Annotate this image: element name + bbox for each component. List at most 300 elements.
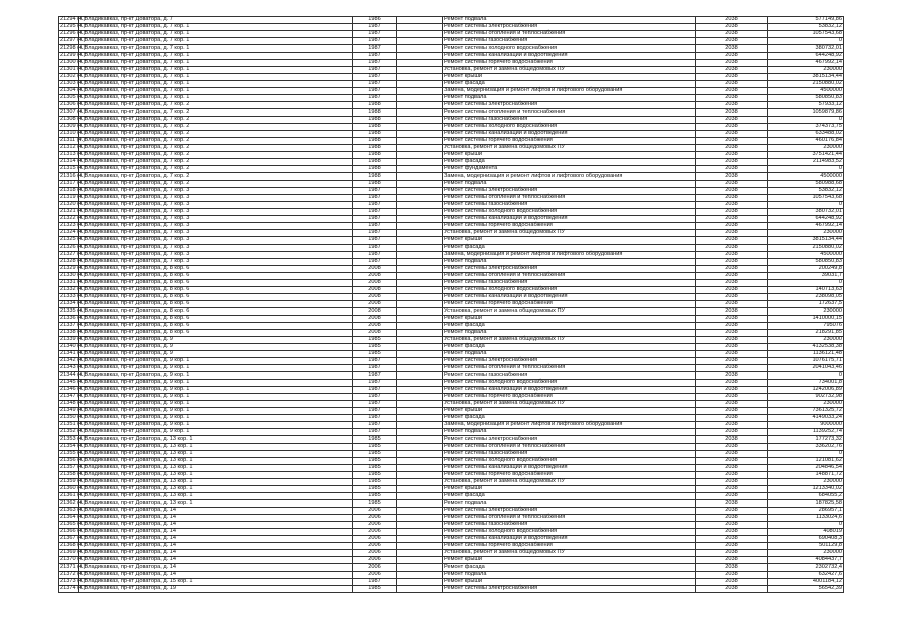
- build-year-cell: 2006: [353, 514, 397, 521]
- planned-year-cell: 2038: [696, 543, 768, 550]
- work-type-cell: Ремонт фасада: [443, 415, 696, 422]
- cost-cell: 0: [768, 450, 844, 457]
- build-year-cell: 1988: [353, 152, 397, 159]
- planned-year-cell: 2038: [696, 372, 768, 379]
- cost-cell: 336202,76: [768, 443, 844, 450]
- cost-cell: 0: [768, 201, 844, 208]
- planned-year-cell: 2038: [696, 472, 768, 479]
- empty-cell: [397, 543, 443, 550]
- work-type-cell: Ремонт системы электроснабжения: [443, 102, 696, 109]
- table-row: [59, 564, 844, 571]
- work-type-cell: Ремонт фасада: [443, 564, 696, 571]
- address-cell: г. Владикавказ, пр-кт Доватора, д. 13 кор. 1: [79, 500, 353, 507]
- row-id-cell: 21369 (4.): [60, 549, 86, 556]
- address-cell: г. Владикавказ, пр-кт Доватора, д. 8 кор. 6: [79, 301, 353, 308]
- empty-cell: [397, 344, 443, 351]
- address-cell: г. Владикавказ, пр-кт Доватора, д. 7 кор. 1: [79, 24, 353, 31]
- empty-cell: [397, 52, 443, 59]
- address-cell: г. Владикавказ, пр-кт Доватора, д. 7 кор. 3: [79, 244, 353, 251]
- build-year-cell: 2006: [353, 550, 397, 557]
- empty-cell: [397, 272, 443, 279]
- row-id-cell: 21299 (4.): [60, 51, 86, 58]
- empty-cell: [397, 223, 443, 230]
- work-type-cell: Замена, модернизация и ремонт лифтов и лифтового оборудования: [443, 88, 696, 95]
- address-cell: г. Владикавказ, пр-кт Доватора, д. 7 кор. 1: [79, 80, 353, 87]
- planned-year-cell: 2038: [696, 102, 768, 109]
- empty-cell: [397, 301, 443, 308]
- build-year-cell: 1987: [353, 52, 397, 59]
- planned-year-cell: 2038: [696, 116, 768, 123]
- planned-year-cell: 2038: [696, 280, 768, 287]
- planned-year-cell: 2038: [696, 45, 768, 52]
- work-type-cell: Ремонт системы канализации и водоотведения: [443, 130, 696, 137]
- build-year-cell: 1988: [353, 173, 397, 180]
- row-id-cell: 21329 (4.): [60, 264, 86, 271]
- empty-cell: [397, 230, 443, 237]
- table-row: [59, 372, 844, 379]
- empty-cell: [397, 24, 443, 31]
- address-cell: г. Владикавказ, пр-кт Доватора, д. 13 кор. 1: [79, 450, 353, 457]
- table-row: [59, 166, 844, 173]
- cost-cell: 633488,02: [768, 130, 844, 137]
- empty-cell: [397, 479, 443, 486]
- cost-cell: 2114983,52: [768, 159, 844, 166]
- build-year-cell: 1987: [353, 38, 397, 45]
- row-id-cell: 21312 (4.): [60, 144, 86, 151]
- address-cell: г. Владикавказ, пр-кт Доватора, д. 9 кор. 1: [79, 393, 353, 400]
- address-cell: г. Владикавказ, пр-кт Доватора, д. 7 кор. 2: [79, 173, 353, 180]
- empty-cell: [397, 386, 443, 393]
- address-cell: г. Владикавказ, пр-кт Доватора, д. 7 кор. 3: [79, 251, 353, 258]
- planned-year-cell: 2038: [696, 351, 768, 358]
- address-cell: г. Владикавказ, пр-кт Доватора, д. 7 кор. 2: [79, 137, 353, 144]
- planned-year-cell: 2038: [696, 31, 768, 38]
- empty-cell: [397, 102, 443, 109]
- address-cell: г. Владикавказ, пр-кт Доватора, д. 14: [79, 557, 353, 564]
- address-cell: г. Владикавказ, пр-кт Доватора, д. 14: [79, 507, 353, 514]
- row-id-cell: 21320 (4.): [60, 200, 86, 207]
- empty-cell: [397, 244, 443, 251]
- row-id-cell: 21298 (4.): [60, 44, 86, 51]
- address-cell: г. Владикавказ, пр-кт Доватора, д. 13 кор. 1: [79, 486, 353, 493]
- cost-cell: 460176,84: [768, 137, 844, 144]
- cost-cell: 53832,12: [768, 24, 844, 31]
- work-type-cell: Ремонт фасада: [443, 344, 696, 351]
- address-cell: г. Владикавказ, пр-кт Доватора, д. 8 кор. 6: [79, 315, 353, 322]
- planned-year-cell: 2038: [696, 187, 768, 194]
- table-body: [59, 17, 844, 593]
- build-year-cell: 2008: [353, 280, 397, 287]
- empty-cell: [397, 294, 443, 301]
- address-cell: г. Владикавказ, пр-кт Доватора, д. 9 кор. 1: [79, 379, 353, 386]
- planned-year-cell: 2038: [696, 287, 768, 294]
- row-id-cell: 21341 (4.): [60, 350, 86, 357]
- work-type-cell: Ремонт системы холодного водоснабжения: [443, 123, 696, 130]
- address-cell: г. Владикавказ, пр-кт Доватора, д. 7 кор. 3: [79, 194, 353, 201]
- row-id-cell: 21350 (4.): [60, 414, 86, 421]
- planned-year-cell: 2038: [696, 408, 768, 415]
- planned-year-cell: 2038: [696, 358, 768, 365]
- build-year-cell: 1987: [353, 187, 397, 194]
- empty-cell: [397, 436, 443, 443]
- row-id-cell: 21313 (4.): [60, 151, 86, 158]
- address-cell: г. Владикавказ, пр-кт Доватора, д. 7 кор. 2: [79, 144, 353, 151]
- cost-cell: 467992,14: [768, 59, 844, 66]
- empty-cell: [397, 166, 443, 173]
- planned-year-cell: 2038: [696, 393, 768, 400]
- empty-cell: [397, 351, 443, 358]
- row-id-cell: 21368 (4.): [60, 542, 86, 549]
- build-year-cell: 2006: [353, 543, 397, 550]
- build-year-cell: 1988: [353, 144, 397, 151]
- work-type-cell: Ремонт системы горячего водоснабжения: [443, 393, 696, 400]
- empty-cell: [397, 379, 443, 386]
- cost-cell: 230000: [768, 479, 844, 486]
- work-type-cell: Ремонт крыши: [443, 557, 696, 564]
- work-type-cell: Установка, ремонт и замена общедомовых ПУ: [443, 400, 696, 407]
- table-row: [59, 436, 844, 443]
- cost-cell: 172637,5: [768, 301, 844, 308]
- planned-year-cell: 2038: [696, 223, 768, 230]
- planned-year-cell: 2038: [696, 152, 768, 159]
- row-id-cell: 21295 (4.): [60, 23, 86, 30]
- work-type-cell: Ремонт системы холодного водоснабжения: [443, 208, 696, 215]
- table-row: [59, 585, 844, 592]
- row-id-cell: 21306 (4.): [60, 101, 86, 108]
- planned-year-cell: 2038: [696, 265, 768, 272]
- row-id-cell: 21314 (4.): [60, 158, 86, 165]
- empty-cell: [397, 393, 443, 400]
- planned-year-cell: 2038: [696, 73, 768, 80]
- work-type-cell: Ремонт системы электроснабжения: [443, 585, 696, 592]
- planned-year-cell: 2038: [696, 379, 768, 386]
- planned-year-cell: 2038: [696, 457, 768, 464]
- planned-year-cell: 2038: [696, 130, 768, 137]
- empty-cell: [397, 17, 443, 24]
- table-row: [59, 45, 844, 52]
- address-cell: г. Владикавказ, пр-кт Доватора, д. 9 кор. 1: [79, 400, 353, 407]
- build-year-cell: 1987: [353, 223, 397, 230]
- cost-cell: 230000: [768, 230, 844, 237]
- address-cell: г. Владикавказ, пр-кт Доватора, д. 9 кор. 1: [79, 365, 353, 372]
- build-year-cell: 1987: [353, 372, 397, 379]
- row-id-cell: 21304 (4.): [60, 87, 86, 94]
- work-type-cell: Ремонт фасада: [443, 80, 696, 87]
- table-row: [59, 493, 844, 500]
- planned-year-cell: 2038: [696, 436, 768, 443]
- build-year-cell: 1987: [353, 358, 397, 365]
- empty-cell: [397, 38, 443, 45]
- work-type-cell: Ремонт системы электроснабжения: [443, 187, 696, 194]
- address-cell: г. Владикавказ, пр-кт Доватора, д. 7 кор. 1: [79, 66, 353, 73]
- row-id-cell: 21327 (4.): [60, 250, 86, 257]
- work-type-cell: Ремонт подвала: [443, 180, 696, 187]
- address-cell: г. Владикавказ, пр-кт Доватора, д. 9 кор. 1: [79, 386, 353, 393]
- work-type-cell: Ремонт подвала: [443, 258, 696, 265]
- address-cell: г. Владикавказ, пр-кт Доватора, д. 9: [79, 351, 353, 358]
- cost-cell: 0: [768, 166, 844, 173]
- cost-cell: 644248,92: [768, 52, 844, 59]
- empty-cell: [397, 216, 443, 223]
- cost-cell: 795076: [768, 322, 844, 329]
- cost-cell: 230000: [768, 550, 844, 557]
- cost-cell: 230000: [768, 144, 844, 151]
- work-type-cell: Ремонт крыши: [443, 315, 696, 322]
- build-year-cell: 2008: [353, 287, 397, 294]
- row-id-cell: 21365 (4.): [60, 520, 86, 527]
- row-id-cell: 21294 (4.): [60, 16, 86, 23]
- build-year-cell: 2008: [353, 301, 397, 308]
- build-year-cell: 1987: [353, 216, 397, 223]
- build-year-cell: 1987: [353, 386, 397, 393]
- row-id-cell: 21374 (4.): [60, 584, 86, 591]
- build-year-cell: 1985: [353, 336, 397, 343]
- planned-year-cell: 2038: [696, 493, 768, 500]
- address-cell: г. Владикавказ, пр-кт Доватора, д. 7 кор. 1: [79, 45, 353, 52]
- cost-cell: 1133024,6: [768, 514, 844, 521]
- empty-cell: [397, 585, 443, 592]
- empty-cell: [397, 578, 443, 585]
- row-id-cell: 21318 (4.): [60, 186, 86, 193]
- address-cell: г. Владикавказ, пр-кт Доватора, д. 14: [79, 514, 353, 521]
- planned-year-cell: 2038: [696, 514, 768, 521]
- cost-cell: 148871,72: [768, 472, 844, 479]
- build-year-cell: 1987: [353, 45, 397, 52]
- address-cell: г. Владикавказ, пр-кт Доватора, д. 7 кор. 3: [79, 208, 353, 215]
- planned-year-cell: 2038: [696, 80, 768, 87]
- build-year-cell: 2008: [353, 294, 397, 301]
- empty-cell: [397, 422, 443, 429]
- build-year-cell: 1987: [353, 393, 397, 400]
- address-cell: г. Владикавказ, пр-кт Доватора, д. 7 кор. 3: [79, 201, 353, 208]
- planned-year-cell: 2038: [696, 535, 768, 542]
- build-year-cell: 2008: [353, 322, 397, 329]
- build-year-cell: 1987: [353, 230, 397, 237]
- empty-cell: [397, 88, 443, 95]
- empty-cell: [397, 322, 443, 329]
- planned-year-cell: 2038: [696, 422, 768, 429]
- work-type-cell: Замена, модернизация и ремонт лифтов и лифтового оборудования: [443, 173, 696, 180]
- empty-cell: [397, 514, 443, 521]
- empty-cell: [397, 66, 443, 73]
- build-year-cell: 1987: [353, 429, 397, 436]
- work-type-cell: Ремонт системы отопления и теплоснабжения: [443, 194, 696, 201]
- address-cell: г. Владикавказ, пр-кт Доватора, д. 9 кор. 1: [79, 429, 353, 436]
- cost-cell: 632427,6: [768, 571, 844, 578]
- address-cell: г. Владикавказ, пр-кт Доватора, д. 13 кор. 1: [79, 479, 353, 486]
- row-id-cell: 21311 (4.): [60, 136, 86, 143]
- address-cell: г. Владикавказ, пр-кт Доватора, д. 8 кор. 6: [79, 308, 353, 315]
- cost-cell: 467992,14: [768, 223, 844, 230]
- address-cell: г. Владикавказ, пр-кт Доватора, д. 13 кор. 1: [79, 472, 353, 479]
- work-type-cell: Установка, ремонт и замена общедомовых ПУ: [443, 230, 696, 237]
- empty-cell: [397, 137, 443, 144]
- work-type-cell: Замена, модернизация и ремонт лифтов и лифтового оборудования: [443, 422, 696, 429]
- cost-cell: 238098,05: [768, 294, 844, 301]
- table-row: [59, 557, 844, 564]
- planned-year-cell: 2038: [696, 507, 768, 514]
- planned-year-cell: 2038: [696, 443, 768, 450]
- build-year-cell: 1987: [353, 415, 397, 422]
- cost-cell: 1136121,48: [768, 351, 844, 358]
- row-id-cell: 21360 (4.): [60, 485, 86, 492]
- build-year-cell: 1987: [353, 59, 397, 66]
- empty-cell: [397, 571, 443, 578]
- cost-cell: 53832,12: [768, 187, 844, 194]
- planned-year-cell: 2038: [696, 123, 768, 130]
- work-type-cell: Ремонт фасада: [443, 322, 696, 329]
- build-year-cell: 1985: [353, 436, 397, 443]
- cost-cell: 230000: [768, 400, 844, 407]
- work-type-cell: Ремонт крыши: [443, 408, 696, 415]
- cost-cell: 380732,01: [768, 208, 844, 215]
- empty-cell: [397, 493, 443, 500]
- cost-cell: 177273,32: [768, 436, 844, 443]
- row-id-cell: 21317 (4.): [60, 179, 86, 186]
- address-cell: г. Владикавказ, пр-кт Доватора, д. 7 кор. 2: [79, 109, 353, 116]
- cost-cell: 3815134,44: [768, 237, 844, 244]
- cost-cell: 2302732,4: [768, 564, 844, 571]
- row-id-cell: 21339 (4.): [60, 336, 86, 343]
- empty-cell: [397, 130, 443, 137]
- empty-cell: [397, 45, 443, 52]
- cost-cell: 690408,3: [768, 535, 844, 542]
- work-type-cell: Ремонт системы газоснабжения: [443, 116, 696, 123]
- build-year-cell: 2006: [353, 507, 397, 514]
- planned-year-cell: 2038: [696, 301, 768, 308]
- row-id-cell: 21336 (4.): [60, 314, 86, 321]
- planned-year-cell: 2038: [696, 329, 768, 336]
- work-type-cell: Ремонт системы холодного водоснабжения: [443, 45, 696, 52]
- empty-cell: [397, 315, 443, 322]
- row-id-cell: 21358 (4.): [60, 471, 86, 478]
- cost-cell: 39031,7: [768, 272, 844, 279]
- row-id-cell: 21300 (4.): [60, 58, 86, 65]
- address-cell: г. Владикавказ, пр-кт Доватора, д. 7 кор. 3: [79, 258, 353, 265]
- planned-year-cell: 2038: [696, 578, 768, 585]
- cost-cell: 4500000: [768, 251, 844, 258]
- planned-year-cell: 2038: [696, 585, 768, 592]
- work-type-cell: Ремонт системы электроснабжения: [443, 24, 696, 31]
- row-id-cell: 21296 (4.): [60, 30, 86, 37]
- cost-cell: 230000: [768, 308, 844, 315]
- table-row: [59, 365, 844, 372]
- row-id-cell: 21373 (4.): [60, 577, 86, 584]
- planned-year-cell: 2038: [696, 137, 768, 144]
- cost-cell: 140713,63: [768, 287, 844, 294]
- work-type-cell: Установка, ремонт и замена общедомовых ПУ: [443, 66, 696, 73]
- empty-cell: [397, 400, 443, 407]
- work-type-cell: Ремонт крыши: [443, 152, 696, 159]
- cost-cell: 0: [768, 521, 844, 528]
- row-id-cell: 21356 (4.): [60, 456, 86, 463]
- build-year-cell: 1987: [353, 95, 397, 102]
- planned-year-cell: 2038: [696, 400, 768, 407]
- address-cell: г. Владикавказ, пр-кт Доватора, д. 8 кор. 6: [79, 272, 353, 279]
- cost-cell: 2150880,02: [768, 80, 844, 87]
- table-row: [59, 500, 844, 507]
- work-type-cell: Ремонт системы электроснабжения: [443, 358, 696, 365]
- work-type-cell: Ремонт подвала: [443, 429, 696, 436]
- planned-year-cell: 2038: [696, 216, 768, 223]
- cost-cell: 580988,68: [768, 180, 844, 187]
- row-id-cell: 21326 (4.): [60, 243, 86, 250]
- build-year-cell: 1988: [353, 116, 397, 123]
- row-id-cell: 21323 (4.): [60, 222, 86, 229]
- address-cell: г. Владикавказ, пр-кт Доватора, д. 9: [79, 344, 353, 351]
- cost-cell: 218291,85: [768, 329, 844, 336]
- build-year-cell: 1987: [353, 578, 397, 585]
- build-year-cell: 2008: [353, 308, 397, 315]
- build-year-cell: 2006: [353, 571, 397, 578]
- work-type-cell: Ремонт системы отопления и теплоснабжения: [443, 443, 696, 450]
- address-cell: г. Владикавказ, пр-кт Доватора, д. 7 кор. 1: [79, 88, 353, 95]
- row-id-cell: 21362 (4.): [60, 499, 86, 506]
- address-cell: г. Владикавказ, пр-кт Доватора, д. 7 кор. 3: [79, 216, 353, 223]
- work-type-cell: Ремонт системы канализации и водоотведения: [443, 535, 696, 542]
- planned-year-cell: 2038: [696, 272, 768, 279]
- address-cell: г. Владикавказ, пр-кт Доватора, д. 9: [79, 336, 353, 343]
- address-cell: г. Владикавказ, пр-кт Доватора, д. 14: [79, 535, 353, 542]
- empty-cell: [397, 173, 443, 180]
- address-cell: г. Владикавказ, пр-кт Доватора, д. 7: [79, 17, 353, 24]
- row-id-cell: 21321 (4.): [60, 208, 86, 215]
- empty-cell: [397, 237, 443, 244]
- cost-cell: 1057543,68: [768, 194, 844, 201]
- row-id-cell: 21357 (4.): [60, 463, 86, 470]
- build-year-cell: 1985: [353, 450, 397, 457]
- planned-year-cell: 2038: [696, 59, 768, 66]
- cost-cell: 4001184,12: [768, 578, 844, 585]
- build-year-cell: 1988: [353, 159, 397, 166]
- work-type-cell: Ремонт подвала: [443, 500, 696, 507]
- work-type-cell: Ремонт системы газоснабжения: [443, 201, 696, 208]
- empty-cell: [397, 358, 443, 365]
- empty-cell: [397, 365, 443, 372]
- address-cell: г. Владикавказ, пр-кт Доватора, д. 7 кор. 3: [79, 237, 353, 244]
- cost-cell: 57933,12: [768, 102, 844, 109]
- planned-year-cell: 2038: [696, 528, 768, 535]
- row-id-cell: 21359 (4.): [60, 478, 86, 485]
- work-type-cell: Установка, ремонт и замена общедомовых ПУ: [443, 336, 696, 343]
- address-cell: г. Владикавказ, пр-кт Доватора, д. 7 кор. 1: [79, 52, 353, 59]
- table-row: [59, 102, 844, 109]
- cost-cell: 501129,8: [768, 543, 844, 550]
- row-id-cell: 21347 (4.): [60, 392, 86, 399]
- empty-cell: [397, 528, 443, 535]
- build-year-cell: 1988: [353, 123, 397, 130]
- row-id-cell: 21338 (4.): [60, 328, 86, 335]
- cost-cell: 2150880,02: [768, 244, 844, 251]
- address-cell: г. Владикавказ, пр-кт Доватора, д. 7 кор. 1: [79, 31, 353, 38]
- row-id-cell: 21371 (4.): [60, 563, 86, 570]
- row-id-cell: 21325 (4.): [60, 236, 86, 243]
- work-type-cell: Ремонт системы горячего водоснабжения: [443, 301, 696, 308]
- build-year-cell: 1985: [353, 464, 397, 471]
- table-row: [59, 237, 844, 244]
- row-id-cell: 21363 (4.): [60, 506, 86, 513]
- empty-cell: [397, 152, 443, 159]
- address-cell: г. Владикавказ, пр-кт Доватора, д. 7 кор. 2: [79, 102, 353, 109]
- planned-year-cell: 2038: [696, 429, 768, 436]
- row-id-cell: 21307 (4.): [60, 108, 86, 115]
- planned-year-cell: 2038: [696, 109, 768, 116]
- address-cell: г. Владикавказ, пр-кт Доватора, д. 9 кор. 1: [79, 422, 353, 429]
- address-cell: г. Владикавказ, пр-кт Доватора, д. 7 кор. 1: [79, 38, 353, 45]
- work-type-cell: Ремонт фасада: [443, 244, 696, 251]
- row-id-cell: 21372 (4.): [60, 570, 86, 577]
- work-type-cell: Ремонт системы газоснабжения: [443, 38, 696, 45]
